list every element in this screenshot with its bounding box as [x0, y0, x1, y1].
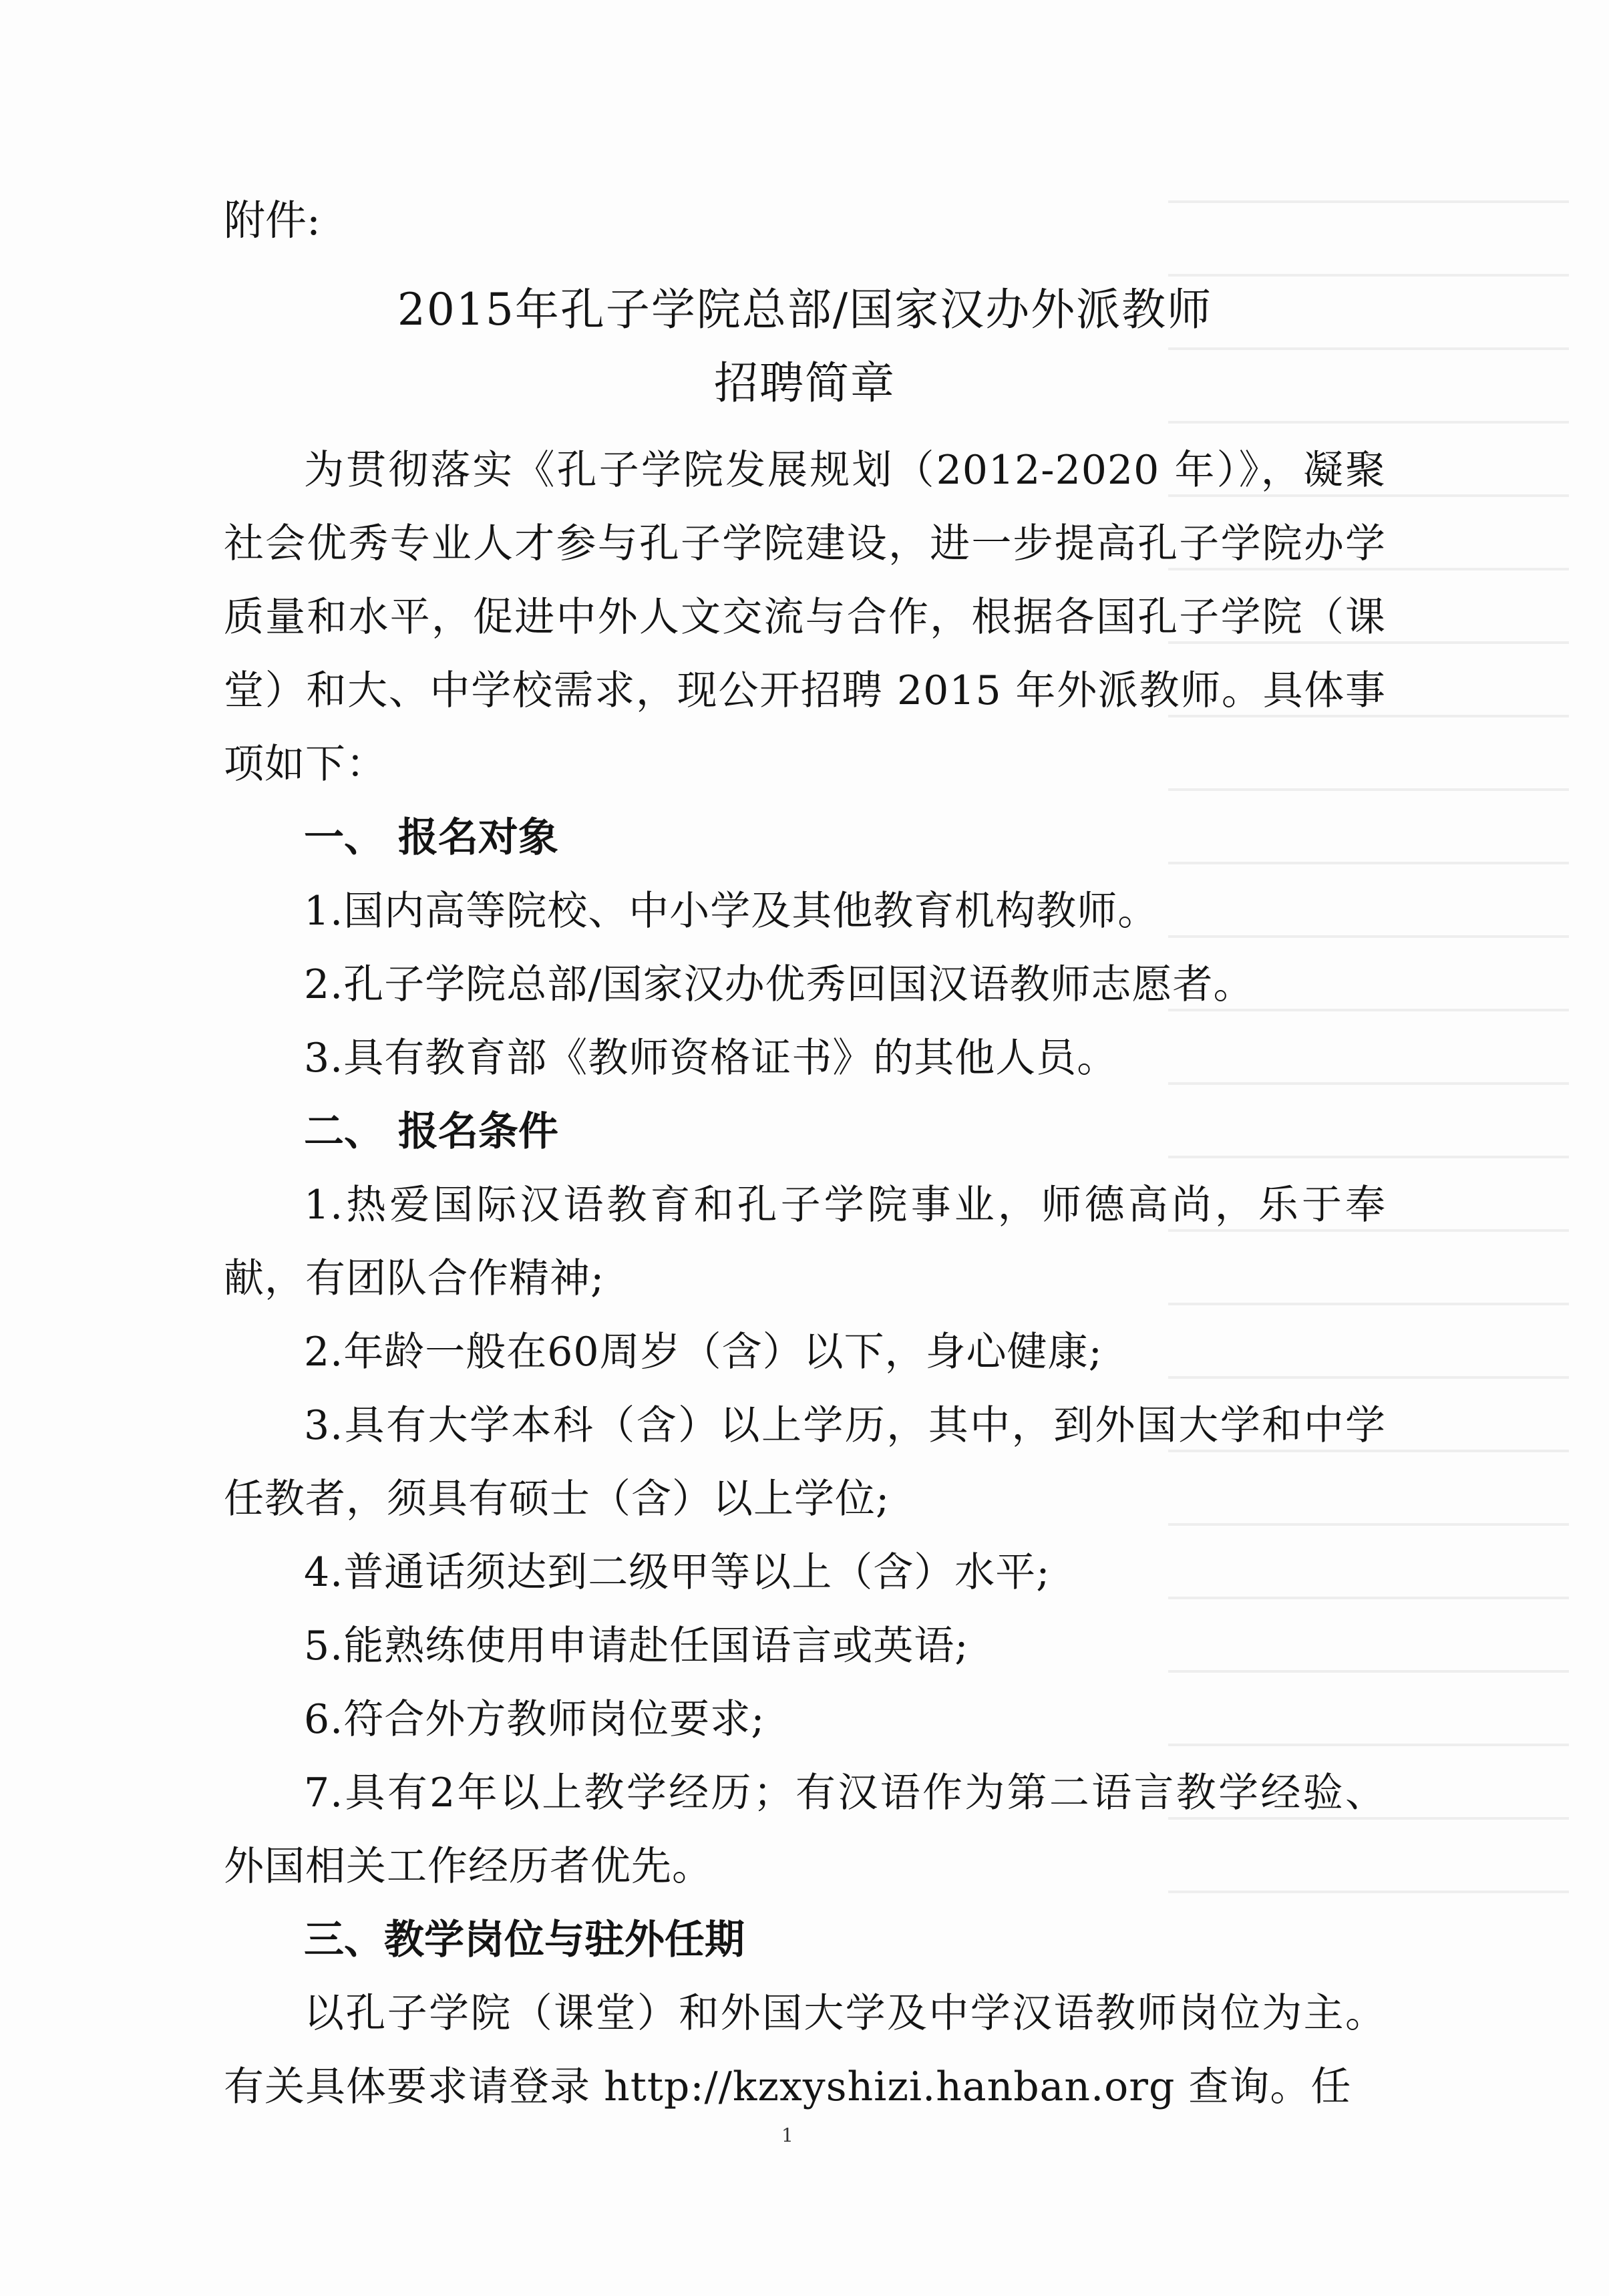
list-item: 1.热爱国际汉语教育和孔子学院事业，师德高尚，乐于奉献，有团队合作精神; [224, 1182, 1386, 1302]
list-item: 4.普通话须达到二级甲等以上（含）水平; [304, 1549, 1051, 1596]
attachment-label: 附件: [224, 196, 321, 244]
list-item: 2.孔子学院总部/国家汉办优秀回国汉语教师志愿者。 [304, 961, 1254, 1008]
list-item: 2.年龄一般在60周岁（含）以下，身心健康; [304, 1329, 1103, 1375]
list-item: 3.具有教育部《教师资格证书》的其他人员。 [304, 1035, 1118, 1082]
list-item: 7.具有2年以上教学经历；有汉语作为第二语言教学经验、外国相关工作经历者优先。 [224, 1770, 1386, 1890]
list-item: 以孔子学院（课堂）和外国大学及中学汉语教师岗位为主。有关具体要求请登录 http://kzxyshizi.hanban.org 查询。任 [224, 1990, 1386, 2110]
list-item: 3.具有大学本科（含）以上学历，其中，到外国大学和中学任教者，须具有硕士（含）以上学位; [224, 1402, 1386, 1522]
intro-paragraph: 为贯彻落实《孔子学院发展规划（2012-2020 年）》，凝聚社会优秀专业人才参与孔子学院建设，进一步提高孔子学院办学质量和水平，促进中外人文交流与合作，根据各国孔子学院（课堂）和大、中学校需求，现公开招聘 2015 年外派教师。具体事项如下： [224, 447, 1386, 788]
section-heading-requirements: 二、 报名条件 [304, 1108, 558, 1155]
section-heading-applicants: 一、 报名对象 [304, 814, 558, 861]
page-number: 1 [781, 2124, 793, 2146]
document-body [224, 190, 1386, 2124]
list-item: 5.能熟练使用申请赴任国语言或英语; [304, 1623, 969, 1669]
document-title-line-1: 2015年孔子学院总部/国家汉办外派教师 [397, 284, 1213, 335]
section-heading-positions: 三、教学岗位与驻外任期 [304, 1917, 745, 1963]
document-title-line-2: 招聘简章 [714, 357, 896, 409]
list-item: 1.国内高等院校、中小学及其他教育机构教师。 [304, 888, 1159, 935]
list-item: 6.符合外方教师岗位要求; [304, 1696, 765, 1743]
